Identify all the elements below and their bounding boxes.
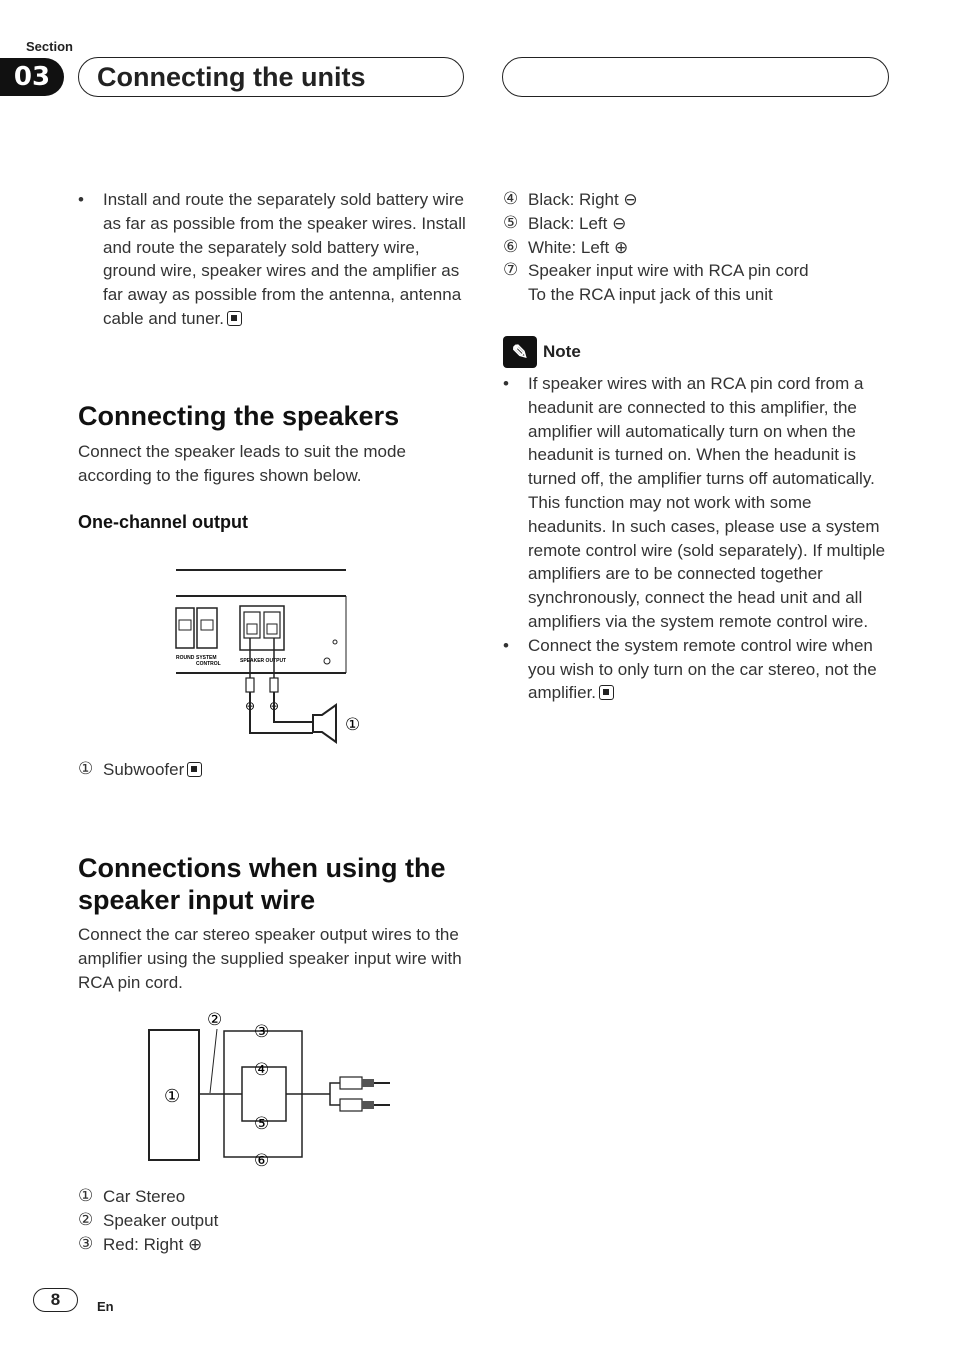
page-number: 8 (33, 1288, 78, 1312)
callout-car-stereo: ① (164, 1086, 181, 1107)
legend-item (503, 259, 893, 283)
callout-black-right: ④ (254, 1060, 270, 1080)
one-channel-diagram (170, 560, 380, 750)
note-bullet (503, 372, 893, 634)
legend-item (503, 236, 893, 260)
minus-sign: ⊖ (245, 699, 256, 713)
note-title: Note (543, 342, 581, 361)
note-bullet-text: If speaker wires with an RCA pin cord from a headunit are connected to this amplifier, the amplifier will automatically turn on when the headunit is turned on. When the headunit is turned off, the amplifier turns off automatically. This function may not work with some headunits. In such cases, please use a system remote control wire (sold separately). If multiple amplifiers are to be connected together synchronously, connect the head unit and all amplifiers via the system remote control wire. (528, 374, 886, 631)
plus-sign: ⊕ (269, 699, 280, 713)
legend-number: ① (78, 1186, 94, 1206)
legend-number: ③ (78, 1233, 94, 1254)
speaker-input-wire-diagram (140, 1005, 400, 1175)
note-bullet (503, 634, 893, 705)
end-mark-icon (599, 685, 614, 700)
note-bullet-text: Connect the system remote control wire when you wish to only turn on the car stereo, not the amplifier. (528, 635, 877, 703)
section-number-badge: 03 (0, 58, 64, 96)
speaker-output-terminal (240, 606, 284, 650)
bullet-dot: • (503, 635, 509, 655)
legend-number: ⑥ (503, 236, 519, 257)
panel-screw (333, 640, 337, 644)
legend-number: ④ (503, 189, 519, 209)
plug-plus (270, 678, 278, 692)
legend-text: Red: Right ⊕ (103, 1234, 203, 1254)
end-mark-icon (227, 311, 242, 326)
legend-text: Car Stereo (103, 1187, 186, 1206)
legend-text: Subwoofer (103, 760, 185, 779)
input-wire-paragraph: Connect the car stereo speaker output wires to the amplifier using the supplied speaker input wire with RCA pin cord. (78, 925, 462, 992)
legend-number: ⑤ (503, 212, 519, 233)
heading-one-channel: One-channel output (78, 512, 248, 532)
legend-item-body (103, 758, 202, 782)
legend-item (78, 1209, 218, 1233)
note-list (503, 372, 893, 705)
fig2-legend (78, 1185, 218, 1256)
bullet-dot: • (78, 190, 84, 209)
intro-bullet-body (103, 188, 466, 331)
legend-item (78, 758, 202, 782)
intro-bullet (78, 188, 466, 331)
system-control-terminal (197, 608, 217, 648)
fig1-legend (78, 758, 202, 782)
plug-minus (246, 678, 254, 692)
subwoofer-speaker-icon (313, 705, 336, 742)
rca-plug-top (340, 1077, 390, 1089)
legend-text: White: Left ⊕ (528, 237, 629, 257)
section-label: Section (26, 39, 73, 54)
label-control: CONTROL (196, 661, 221, 667)
leader-speaker-output (210, 1029, 217, 1093)
callout-red-right: ③ (254, 1022, 270, 1042)
legend-text-line2: To the RCA input jack of this unit (528, 285, 773, 305)
legend-item (78, 1185, 218, 1209)
note-bullet-body (528, 634, 893, 705)
bullet-dot: • (503, 374, 509, 393)
label-system: SYSTEM (196, 655, 217, 661)
legend-item (78, 1233, 218, 1257)
surround-terminal (176, 608, 194, 648)
note-header (503, 336, 581, 368)
legend-item (503, 212, 893, 236)
pencil-note-icon: ✎ (503, 336, 537, 368)
chapter-title-text: Connecting the units (97, 61, 366, 92)
label-speaker-output: SPEAKER OUTPUT (240, 658, 287, 664)
legend-continuation (503, 188, 893, 307)
callout-white-left: ⑥ (254, 1151, 270, 1171)
legend-text: Speaker output (103, 1210, 219, 1230)
legend-number: ① (78, 759, 94, 779)
rca-plug-bottom (340, 1099, 390, 1111)
legend-item (503, 188, 893, 212)
subwoofer-callout: ① (345, 715, 361, 735)
speaker-wires (250, 692, 313, 733)
legend-text: Speaker input wire with RCA pin cord (528, 261, 809, 281)
legend-text: Black: Left ⊖ (528, 213, 627, 233)
callout-speaker-output: ② (207, 1010, 223, 1030)
rca-split (330, 1083, 340, 1105)
speakers-paragraph: Connect the speaker leads to suit the mode according to the figures shown below. (78, 442, 406, 485)
label-surround: ROUND (176, 655, 195, 661)
callout-black-left: ⑤ (254, 1114, 270, 1134)
legend-number: ⑦ (503, 260, 519, 281)
page-language: En (97, 1299, 114, 1314)
intro-bullet-text: Install and route the separately sold battery wire as far as possible from the speaker wires. Install and route the separately sold battery wire, ground wire, speaker wires and the amplifier as far away as possible from the antenna, antenna cable and tuner. (103, 190, 466, 328)
heading-connecting-speakers: Connecting the speakers (78, 401, 400, 431)
panel-led (324, 658, 330, 664)
legend-number: ② (78, 1209, 94, 1230)
chapter-title (78, 57, 464, 97)
heading-speaker-input-wire: Connections when using the speaker input wire (78, 853, 446, 915)
legend-text: Black: Right ⊖ (528, 190, 638, 209)
end-mark-icon (187, 762, 202, 777)
header-empty-pill (502, 57, 889, 97)
